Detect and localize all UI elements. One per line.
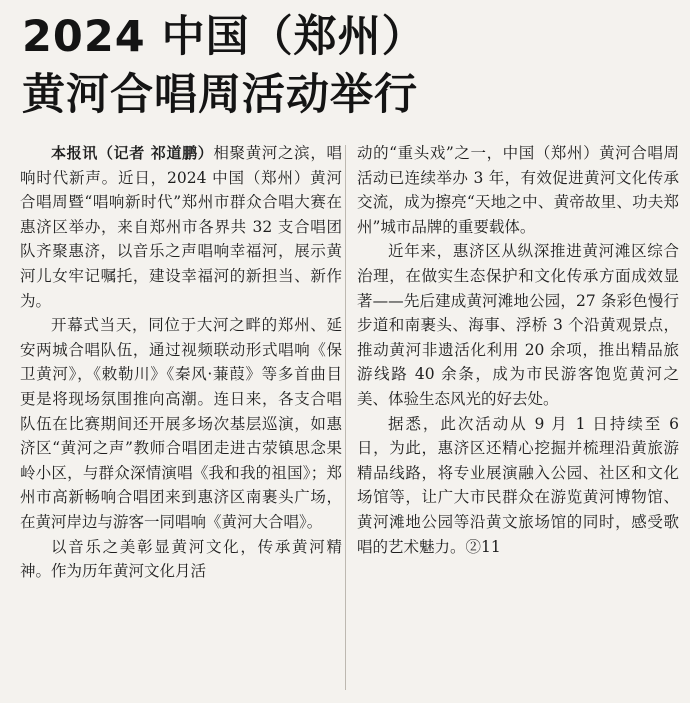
article-column-right [357,141,679,559]
headline-line-2: 黄河合唱周活动举行 [22,70,418,120]
article-paragraph-5: 据悉，此次活动从 9 月 1 日持续至 6 日，为此，惠济区还精心挖掘并梳理沿黄旅游精品线路，将专业展演融入公园、社区和文化场馆等，让广大市民群众在游览黄河博物馆、黄河滩地公园等沿黄文旅场馆的同时，感受歌唱的艺术魅力。②11 [357,414,679,556]
article-paragraph-2: 开幕式当天，同位于大河之畔的郑州、延安两城合唱队伍，通过视频联动形式唱响《保卫黄河》，《敕勒川》《秦风·蒹葭》等多首曲目更是将现场氛围推向高潮。连日来，各支合唱队伍在比赛期间还开展多场次基层巡演，如惠济区“黄河之声”教师合唱团走进古荥镇思念果岭小区，与群众深情演唱《我和我的祖国》；郑州市高新畅响合唱团来到惠济区南裹头广场，在黄河岸边与游客一同唱响《黄河大合唱》。 [20,316,342,531]
byline: 本报讯（记者 祁道鹏） [51,144,214,162]
article-column-left [20,141,342,584]
column-divider [345,145,346,690]
article-paragraph-3-continued: 动的“重头戏”之一，中国（郑州）黄河合唱周活动已连续举办 3 年，有效促进黄河文化传承交流，成为擦亮“天地之中、黄帝故里、功夫郑州”城市品牌的重要载体。 [357,144,679,236]
paragraph-1-text: 相聚黄河之滨，唱响时代新声。近日，2024 中国（郑州）黄河合唱周暨“唱响新时代”郑州市群众合唱大赛在惠济区举办，来自郑州市各界共 32 支合唱团队齐聚惠济，以音乐之声唱响幸福河，展示黄河儿女牢记嘱托，建设幸福河的新担当、新作为。 [20,144,342,310]
article-paragraph-3-start: 以音乐之美彰显黄河文化，传承黄河精神。作为历年黄河文化月活 [20,537,342,581]
article-paragraph-1 [20,141,342,313]
headline-line-1: 2024 中国（郑州） [22,12,426,62]
article-paragraph-4: 近年来，惠济区从纵深推进黄河滩区综合治理，在做实生态保护和文化传承方面成效显著——先后建成黄河滩地公园，27 条彩色慢行步道和南裹头、海事、浮桥 3 个沿黄观景点，推动黄河非遗活化利用 20 余项，推出精品旅游线路 40 余条，成为市民游客饱览黄河之美、体验生态风光的好去处。 [357,242,679,408]
headline [22,8,672,124]
